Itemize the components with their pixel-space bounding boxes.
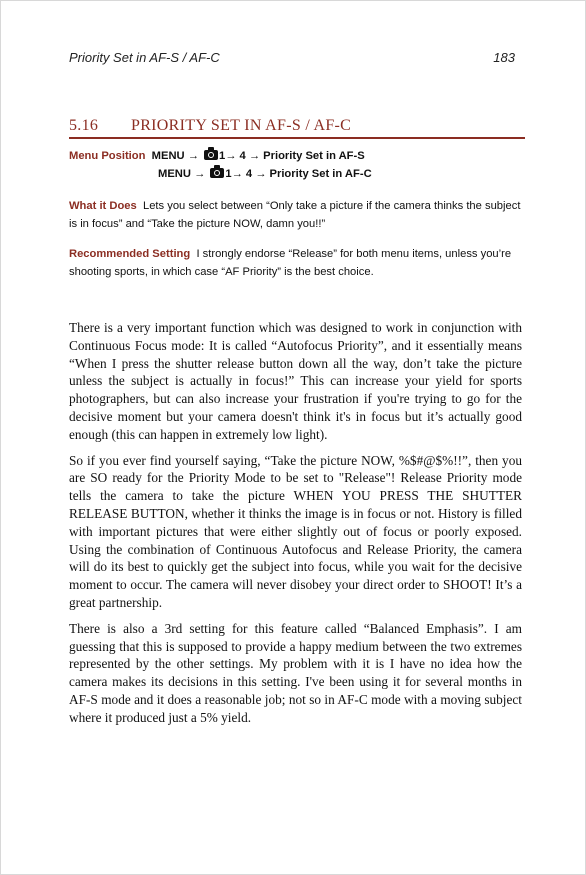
body-text — [69, 319, 522, 735]
what-it-does-label: What it Does — [69, 200, 137, 212]
menu-position-label: Menu Position — [69, 150, 146, 162]
section-heading — [69, 117, 525, 139]
menu-path: 1→ 4 → Priority Set in AF-C — [225, 168, 372, 180]
menu-path-line — [69, 165, 525, 183]
recommended-setting-label: Recommended Setting — [69, 248, 191, 260]
menu-path-line — [69, 147, 525, 165]
page-number: 183 — [493, 50, 515, 65]
recommended-setting-block — [69, 245, 525, 281]
menu-position-block — [69, 147, 525, 183]
menu-path: 1→ 4 → Priority Set in AF-S — [219, 150, 365, 162]
arrow-glyph: → — [194, 168, 206, 180]
camera-icon — [204, 150, 218, 160]
running-title: Priority Set in AF-S / AF-C — [69, 50, 220, 65]
what-it-does-block — [69, 197, 525, 233]
menu-word: MENU — [158, 168, 191, 180]
menu-word: MENU — [151, 150, 185, 162]
section-title: PRIORITY SET IN AF-S / AF-C — [131, 117, 352, 134]
section-number: 5.16 — [69, 117, 99, 134]
what-it-does-text: Lets you select between “Only take a picture if the camera thinks the subject is in focus” and “Take the picture NOW, damn you!!” — [69, 200, 521, 230]
body-paragraph: So if you ever find yourself saying, “Take the picture NOW, %$#@$%!!”, then you are SO ready for the Priority Mode to be set to "Release"! Release Priority mode tells the camera to take the picture WHEN YOU PRESS THE SHUTTER RELEASE BUTTON, whether it thinks the image is in focus or not. History is filled with important pictures that were either slightly out of focus or poorly exposed. Using the combination of Continuous Autofocus and Release Priority, the camera will do its best to quickly get the subject into focus, while you wait for the decisive moment to occur. The camera will never disobey your direct order to SHOOT! It’s a great partnership. — [69, 452, 522, 610]
body-paragraph: There is also a 3rd setting for this feature called “Balanced Emphasis”. I am guessing that this is supposed to provide a happy medium between the two extremes represented by the other settings. My problem with it is I have no idea how the camera makes its decisions in this setting. I've been using it for several months in AF-S mode and it does a reasonable job; not so in AF-C mode with a moving subject where it produced just a 5% yield. — [69, 620, 522, 725]
running-header — [69, 50, 515, 65]
body-paragraph: There is a very important function which was designed to work in conjunction with Continuous Focus mode: It is called “Autofocus Priority”, and it essentially means “When I press the shutter release button down all the way, don’t take the picture unless the subject is actually in focus!” This can increase your yield for sports photographers, but can also increase your frustration if you're trying to go for the decisive moment but your camera doesn't think it's in focus but it’s actually good enough (this can happen in extremely low light). — [69, 320, 522, 442]
camera-icon — [210, 168, 224, 178]
arrow-glyph: → — [187, 150, 199, 162]
recommended-setting-text: I strongly endorse “Release” for both menu items, unless you’re shooting sports, in which case “AF Priority” is the best choice. — [69, 248, 512, 278]
